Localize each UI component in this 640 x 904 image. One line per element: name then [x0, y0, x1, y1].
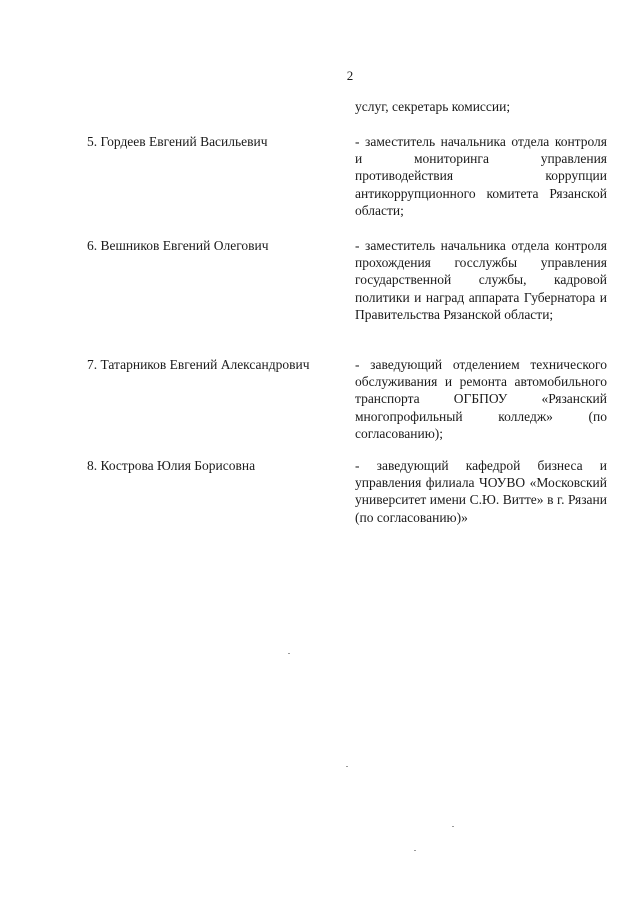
member-position: - заведующий кафедрой бизнеса и управления филиала ЧОУВО «Московский университет имени С.Ю. Витте» в г. Рязани (по согласованию)» — [355, 458, 607, 525]
member-position: - заведующий отделением технического обслуживания и ремонта автомобильного транспорта ОГБПОУ «Рязанский многопрофильный колледж» (по согласованию); — [355, 357, 607, 441]
member-name: 5. Гордеев Евгений Васильевич — [87, 134, 268, 149]
member-name: 6. Вешников Евгений Олегович — [87, 238, 269, 253]
member-position: - заместитель начальника отдела контроля и мониторинга управления противодействия коррупции антикоррупционного комитета Рязанской области; — [355, 134, 607, 218]
page-number: 2 — [346, 68, 354, 83]
member-position: - заместитель начальника отдела контроля прохождения госслужбы управления государственной службы, кадровой политики и наград аппарата Губернатора и Правительства Рязанской области; — [355, 238, 607, 322]
scan-speck — [346, 766, 348, 767]
continuation-text: услуг, секретарь комиссии; — [355, 99, 511, 114]
member-name: 7. Татарников Евгений Александрович — [87, 357, 310, 372]
member-name: 8. Кострова Юлия Борисовна — [87, 458, 256, 473]
scan-speck — [288, 653, 290, 654]
scan-speck — [414, 850, 416, 851]
scan-speck — [452, 826, 454, 827]
